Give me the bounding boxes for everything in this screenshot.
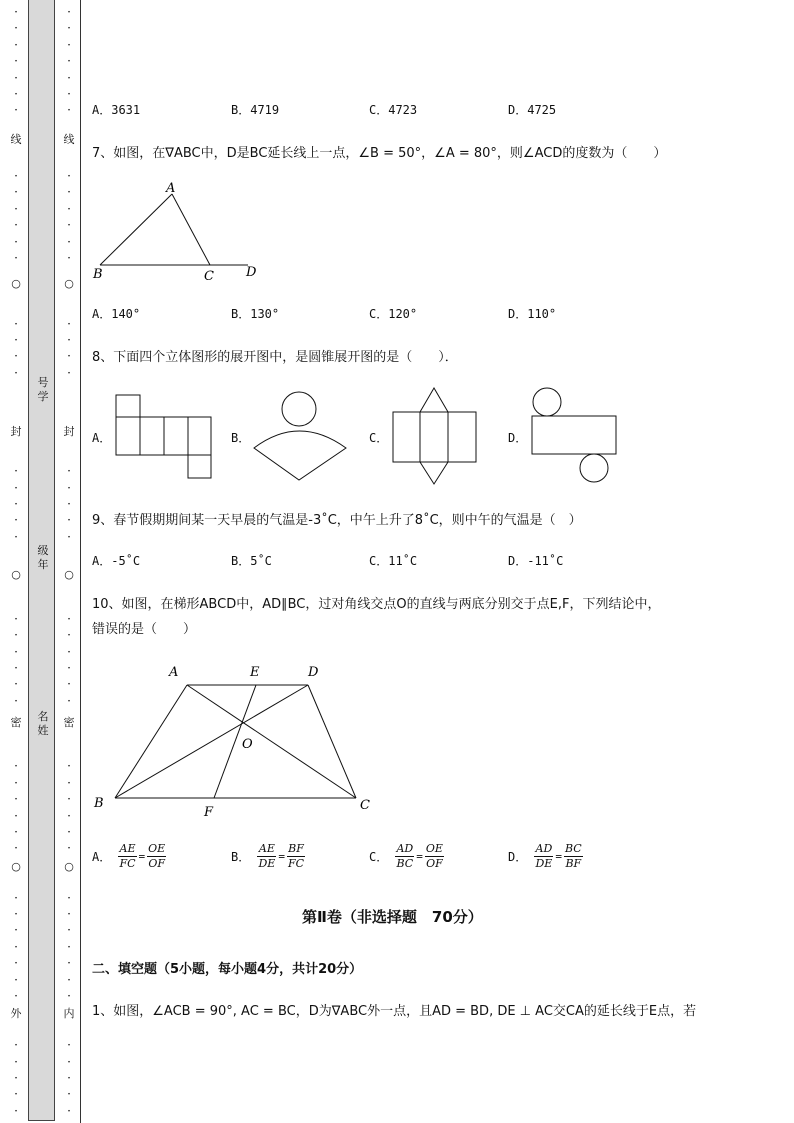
margin-dot: · bbox=[67, 939, 71, 954]
margin-dot: · bbox=[14, 890, 18, 905]
margin-dot: · bbox=[67, 907, 71, 921]
margin-dot: · bbox=[14, 825, 18, 839]
q8-cuboid-net bbox=[114, 393, 214, 481]
q9-stem: 9、春节假期期间某一天早晨的气温是-3˚C，中午上升了8˚C，则中午的气温是（ ） bbox=[92, 513, 582, 528]
margin-dot: · bbox=[67, 661, 71, 675]
margin-dot: · bbox=[14, 1087, 18, 1102]
margin-dot: · bbox=[67, 841, 71, 856]
q8-cylinder-net bbox=[529, 386, 621, 486]
margin-dot: · bbox=[14, 923, 18, 938]
margin-dot: · bbox=[14, 513, 18, 528]
margin-dot: · bbox=[14, 1103, 18, 1118]
outer-label-mi: 密 bbox=[10, 716, 22, 729]
outer-label-xian: 线 bbox=[10, 133, 22, 146]
margin-dot: · bbox=[14, 956, 18, 971]
margin-dot: · bbox=[67, 87, 71, 101]
margin-dot: · bbox=[14, 1038, 18, 1053]
q7-label-b: B bbox=[93, 267, 103, 282]
q10-side-dc bbox=[308, 685, 356, 798]
q10-option-a[interactable]: A． $\frac{AE}{FC}$ = $\frac{OE}{OF}$ bbox=[92, 842, 166, 870]
margin-dot: · bbox=[67, 677, 71, 692]
margin-dot: · bbox=[14, 497, 18, 511]
fill-q1-stem: 1、如图，∠ACB = 90°, AC = BC，D为∇ABC外一点，且AD = BD, DE ⊥ AC交CA的延长线于E点，若 bbox=[92, 1004, 697, 1019]
margin-dot: · bbox=[14, 644, 18, 659]
margin-dot: · bbox=[14, 792, 18, 807]
margin-dot: · bbox=[67, 333, 71, 347]
margin-dot: · bbox=[14, 251, 18, 265]
margin-dot: · bbox=[14, 480, 18, 495]
q7-option-b[interactable]: B．130° bbox=[231, 307, 280, 321]
margin-dot: · bbox=[67, 201, 71, 216]
q8-option-d-letter[interactable]: D． bbox=[508, 431, 528, 445]
q10-option-b[interactable]: B． $\frac{AE}{DE}$ = $\frac{BF}{FC}$ bbox=[231, 842, 305, 870]
margin-dot: · bbox=[67, 628, 71, 643]
q6-option-a[interactable]: A．3631 bbox=[92, 103, 141, 117]
q7-option-d[interactable]: D．110° bbox=[508, 307, 557, 321]
q10-b-frac-2: $\frac{BF}{FC}$ bbox=[287, 842, 305, 870]
margin-dot: · bbox=[67, 1038, 71, 1053]
margin-dot: · bbox=[67, 792, 71, 807]
margin-dot: · bbox=[14, 907, 18, 921]
margin-dot: · bbox=[14, 1054, 18, 1069]
inner-label-nei: 内 bbox=[63, 1007, 75, 1020]
outer-label-circle-2: ○ bbox=[11, 568, 21, 581]
margin-dot: · bbox=[67, 218, 71, 233]
margin-dot: · bbox=[67, 169, 71, 183]
q8-option-b-letter[interactable]: B． bbox=[231, 431, 251, 445]
q7-side-ac bbox=[172, 194, 210, 265]
margin-dot: · bbox=[14, 103, 18, 118]
q10-label-e: E bbox=[250, 665, 260, 680]
margin-dot: · bbox=[67, 956, 71, 971]
fill-in-heading: 二、填空题（5小题，每小题4分，共计20分） bbox=[92, 962, 363, 977]
margin-dot: · bbox=[67, 464, 71, 479]
margin-dot: · bbox=[67, 989, 71, 1003]
margin-dot: · bbox=[14, 70, 18, 85]
margin-dot: · bbox=[67, 5, 71, 19]
margin-dot: · bbox=[67, 365, 71, 380]
margin-dot: · bbox=[67, 775, 71, 790]
q10-side-ab bbox=[115, 685, 187, 798]
margin-dot: · bbox=[14, 628, 18, 643]
q9-option-c[interactable]: C．11˚C bbox=[369, 554, 418, 568]
margin-dot: · bbox=[14, 185, 18, 200]
margin-dot: · bbox=[67, 234, 71, 249]
margin-dot: · bbox=[67, 693, 71, 708]
q10-a-frac-1: $\frac{AE}{FC}$ bbox=[119, 842, 136, 870]
q10-d-frac-1: $\frac{AD}{DE}$ bbox=[535, 842, 553, 870]
inner-label-mi: 密 bbox=[63, 716, 75, 729]
q10-c-frac-2: $\frac{OE}{OF}$ bbox=[425, 842, 443, 870]
margin-dot: · bbox=[67, 103, 71, 118]
margin-dot: · bbox=[67, 529, 71, 544]
inner-label-circle-3: ○ bbox=[64, 860, 74, 873]
margin-dot: · bbox=[67, 825, 71, 839]
q10-label-o: O bbox=[242, 737, 253, 752]
margin-dot: · bbox=[67, 1103, 71, 1118]
margin-dot: · bbox=[14, 989, 18, 1003]
field-name: 名姓 bbox=[37, 710, 49, 737]
q6-option-d[interactable]: D．4725 bbox=[508, 103, 557, 117]
q10-d-frac-2: $\frac{BC}{BF}$ bbox=[564, 842, 582, 870]
q9-option-a[interactable]: A．-5˚C bbox=[92, 554, 141, 568]
q7-label-a: A bbox=[166, 181, 176, 196]
margin-dot: · bbox=[14, 5, 18, 19]
margin-dot: · bbox=[14, 972, 18, 987]
q9-option-b[interactable]: B．5˚C bbox=[231, 554, 272, 568]
margin-dot: · bbox=[67, 1071, 71, 1085]
q10-label-c: C bbox=[360, 798, 370, 813]
margin-dot: · bbox=[14, 677, 18, 692]
margin-dot: · bbox=[14, 349, 18, 364]
field-student-number: 号学 bbox=[37, 376, 49, 403]
margin-dot: · bbox=[67, 251, 71, 265]
q8-cone-net bbox=[252, 390, 348, 484]
q7-label-d: D bbox=[246, 265, 257, 280]
q10-label-b: B bbox=[94, 796, 104, 811]
margin-dot: · bbox=[14, 365, 18, 380]
margin-dot: · bbox=[14, 234, 18, 249]
q10-c-frac-1: $\frac{AD}{BC}$ bbox=[396, 842, 414, 870]
outer-label-wai: 外 bbox=[10, 1007, 22, 1020]
margin-dot: · bbox=[14, 808, 18, 823]
q8-option-c-letter[interactable]: C． bbox=[369, 431, 389, 445]
q10-option-c[interactable]: C． $\frac{AD}{BC}$ = $\frac{OE}{OF}$ bbox=[369, 842, 443, 870]
margin-dot: · bbox=[14, 333, 18, 347]
margin-dot: · bbox=[14, 218, 18, 233]
margin-dot: · bbox=[67, 759, 71, 774]
field-grade: 级年 bbox=[37, 544, 49, 571]
q7-triangle-figure bbox=[88, 176, 268, 284]
margin-dot: · bbox=[14, 464, 18, 479]
margin-dot: · bbox=[67, 497, 71, 511]
margin-dot: · bbox=[67, 923, 71, 938]
q9-option-d[interactable]: D．-11˚C bbox=[508, 554, 564, 568]
margin-dot: · bbox=[67, 70, 71, 85]
margin-dot: · bbox=[67, 1054, 71, 1069]
q8-stem: 8、下面四个立体图形的展开图中，是圆锥展开图的是（ ）． bbox=[92, 350, 458, 365]
margin-dot: · bbox=[14, 661, 18, 675]
margin-dot: · bbox=[14, 169, 18, 183]
q10-option-d[interactable]: D． $\frac{AD}{DE}$ = $\frac{BC}{BF}$ bbox=[508, 842, 582, 870]
outer-label-circle-1: ○ bbox=[11, 277, 21, 290]
q10-label-f: F bbox=[204, 805, 214, 820]
margin-dot: · bbox=[14, 693, 18, 708]
q10-trapezoid-figure bbox=[88, 658, 388, 822]
margin-dot: · bbox=[14, 1071, 18, 1085]
outer-label-circle-3: ○ bbox=[11, 860, 21, 873]
margin-dot: · bbox=[14, 316, 18, 331]
margin-dot: · bbox=[14, 611, 18, 626]
inner-label-xian: 线 bbox=[63, 133, 75, 146]
inner-label-circle-2: ○ bbox=[64, 568, 74, 581]
margin-dot: · bbox=[14, 841, 18, 856]
q10-b-frac-1: $\frac{AE}{DE}$ bbox=[258, 842, 276, 870]
margin-dot: · bbox=[67, 21, 71, 36]
q10-stem-line1: 10、如图，在梯形ABCD中，AD∥BC，过对角线交点O的直线与两底分别交于点E,F，下列结论中， bbox=[92, 597, 661, 612]
margin-rule bbox=[80, 0, 81, 1123]
margin-dot: · bbox=[14, 759, 18, 774]
q8-option-a-letter[interactable]: A． bbox=[92, 431, 112, 445]
margin-dot: · bbox=[67, 611, 71, 626]
margin-dot: · bbox=[14, 529, 18, 544]
inner-label-feng: 封 bbox=[63, 425, 75, 438]
q7-side-ab bbox=[100, 194, 172, 265]
margin-dot: · bbox=[67, 890, 71, 905]
margin-dot: · bbox=[67, 480, 71, 495]
q10-a-frac-2: $\frac{OE}{OF}$ bbox=[148, 842, 166, 870]
margin-dot: · bbox=[67, 513, 71, 528]
q6-option-b[interactable]: B．4719 bbox=[231, 103, 280, 117]
section-2-title: 第Ⅱ卷（非选择题 70分） bbox=[302, 908, 483, 926]
margin-dot: · bbox=[14, 87, 18, 101]
margin-dot: · bbox=[14, 54, 18, 69]
margin-dot: · bbox=[67, 349, 71, 364]
q7-option-a[interactable]: A．140° bbox=[92, 307, 141, 321]
margin-dot: · bbox=[67, 808, 71, 823]
margin-dot: · bbox=[67, 37, 71, 52]
q10-stem-line2: 错误的是（ ） bbox=[92, 622, 197, 637]
margin-dot: · bbox=[14, 37, 18, 52]
q10-label-d: D bbox=[308, 665, 319, 680]
outer-label-feng: 封 bbox=[10, 425, 22, 438]
q7-stem: 7、如图，在∇ABC中，D是BC延长线上一点，∠B = 50°，∠A = 80°，则∠ACD的度数为（ ） bbox=[92, 146, 667, 161]
margin-dot: · bbox=[67, 1087, 71, 1102]
margin-dot: · bbox=[67, 644, 71, 659]
q10-label-a: A bbox=[169, 665, 179, 680]
margin-dot: · bbox=[14, 21, 18, 36]
margin-dot: · bbox=[14, 939, 18, 954]
margin-dot: · bbox=[67, 54, 71, 69]
margin-dot: · bbox=[67, 185, 71, 200]
q6-option-c[interactable]: C．4723 bbox=[369, 103, 418, 117]
q8-prism-net bbox=[391, 386, 479, 486]
q7-option-c[interactable]: C．120° bbox=[369, 307, 418, 321]
q7-label-c: C bbox=[204, 269, 214, 284]
inner-label-circle-1: ○ bbox=[64, 277, 74, 290]
margin-dot: · bbox=[67, 316, 71, 331]
margin-dot: · bbox=[67, 972, 71, 987]
margin-dot: · bbox=[14, 775, 18, 790]
binding-margin bbox=[0, 0, 82, 1123]
margin-dot: · bbox=[14, 201, 18, 216]
